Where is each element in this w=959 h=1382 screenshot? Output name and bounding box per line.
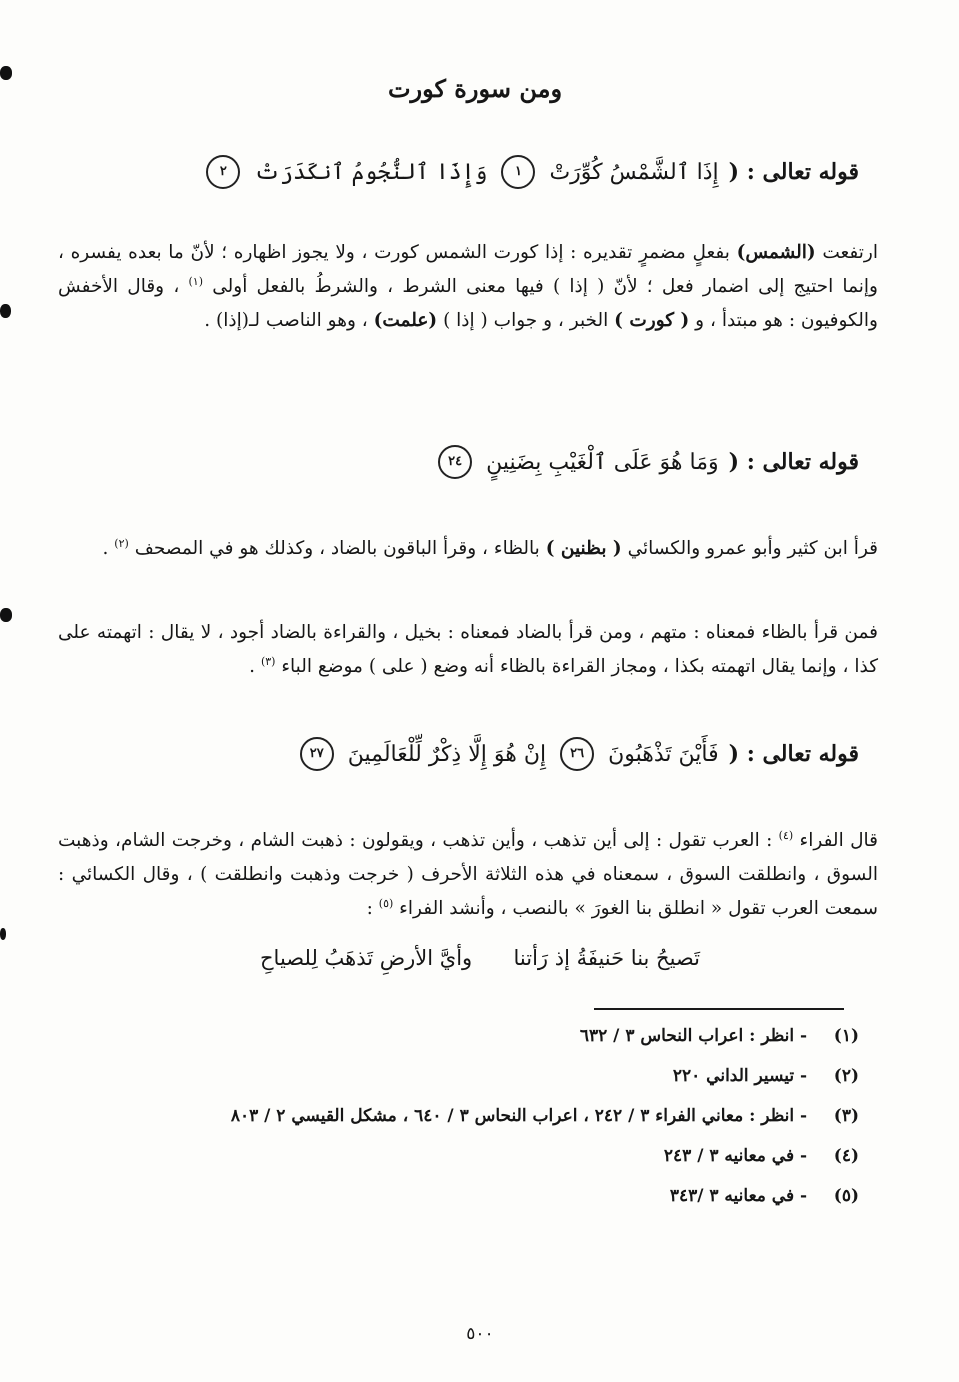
scan-edge-mark: [0, 928, 6, 940]
ayah-number-marker: ٢: [206, 155, 240, 189]
verse-heading: [99, 732, 859, 776]
poem-hemistich: وأيَّ الأرضِ تَذهَبُ لِلصياحِ: [260, 946, 473, 970]
bold-term: ( بظنين ): [545, 538, 622, 559]
text-run: بالظاء ، وقرأ الباقون بالضاد ، وكذلك هو في المصحف: [134, 538, 540, 559]
commentary-paragraph: [58, 236, 878, 338]
ayah-number-marker: ١: [501, 155, 535, 189]
footnote-ref: (٤): [778, 828, 794, 842]
footnote-number: (٢): [833, 1066, 859, 1086]
quran-verse-text: إِذَا ٱلشَّمْسُ كُوِّرَتْ: [549, 159, 719, 185]
quran-verse-text: إِنْ هُوَ إِلَّا ذِكْرٌ لِّلْعَالَمِينَ: [347, 741, 547, 767]
footnote-number: (٣): [833, 1106, 859, 1126]
commentary-paragraph: [58, 532, 878, 566]
text-run: بفعلٍ مضمرٍ تقديره : إذا كورت الشمس كورت ، ولا يجوز اظهاره ؛ لأنّ ما بعده يفسره ، وإنما احتيج إلى اضمار فعل ؛ لأنّ ( إذا ) فيها معنى الشرط ، والشرطُ بالفعل أولى: [58, 242, 878, 297]
verse-heading: [99, 440, 859, 484]
verse-intro: قوله تعالى : (: [728, 741, 859, 767]
scan-edge-mark: [0, 304, 11, 318]
bold-term: (الشمس): [736, 242, 816, 263]
footnote-number: (٥): [833, 1186, 859, 1206]
footnote-ref: (٣): [260, 654, 276, 668]
commentary-paragraph: [58, 616, 878, 684]
ayah-number-marker: ٢٤: [438, 445, 472, 479]
verse-intro: قوله تعالى : (: [728, 449, 859, 475]
footnote-item: [99, 1186, 859, 1216]
scan-edge-mark: [0, 66, 12, 80]
text-run: .: [249, 656, 256, 677]
footnote-item: [99, 1146, 859, 1176]
footnote-text: - في معانيه ٣ /٣٤٣: [669, 1186, 808, 1206]
footnote-text: - انظر : معاني الفراء ٣ / ٢٤٢ ، اعراب النحاس ٣ / ٦٤٠ ، مشكل القيسي ٢ / ٨٠٣: [230, 1106, 808, 1126]
ayah-number-marker: ٢٧: [300, 737, 334, 771]
footnote-divider: [594, 1008, 844, 1010]
footnote-text: - في معانيه ٣ / ٢٤٣: [663, 1146, 808, 1166]
footnote-ref: (١): [188, 274, 204, 288]
verse-heading: [99, 150, 859, 194]
bold-term: (علمت): [373, 310, 438, 331]
commentary-paragraph: [58, 824, 878, 926]
footnote-ref: (٥): [378, 896, 394, 910]
quran-verse-text: فَأَيْنَ تَذْهَبُونَ: [608, 741, 719, 767]
ayah-number-marker: ٢٦: [560, 737, 594, 771]
text-run: : العرب تقول : إلى أين تذهب ، وأين تذهب ، ويقولون : ذهبت الشام ، وخرجت الشام، وذهبت السوق ، وانطلقت السوق ، سمعناه في هذه الثلاثة الأحرف ( خرجت وذهبت وانطلقت ) ، وقال الكسائي : سمعت العرب تقول « انطلق بنا الغورَ » بالنصب ، وأنشد الفراء: [58, 830, 878, 919]
poem-hemistich: تَصيحُ بنا حَنيفَةُ إذ رَأتنا: [513, 946, 700, 970]
text-run: ، وقال الأخفش والكوفيون : هو مبتدأ ، و: [58, 276, 878, 331]
footnote-number: (٤): [833, 1146, 859, 1166]
text-run: ارتفعت: [822, 242, 878, 263]
quran-verse-text: وَمَا هُوَ عَلَى ٱلْغَيْبِ بِضَنِينٍ: [486, 449, 719, 475]
text-run: .: [102, 538, 109, 559]
text-run: قرأ ابن كثير وأبو عمرو والكسائي: [627, 538, 878, 559]
footnote-ref: (٢): [114, 536, 129, 550]
footnote-text: - تيسير الداني ٢٢٠: [672, 1066, 808, 1086]
text-run: الخبر ، و جواب ( إذا ): [443, 310, 609, 331]
bold-term: ( كورت ): [614, 310, 690, 331]
footnote-item: [99, 1106, 859, 1136]
text-run: :: [366, 898, 373, 919]
quran-verse-text: وَإِذَا ٱلنُّجُومُ ٱنكَدَرَتْ: [254, 159, 488, 185]
footnote-item: [99, 1026, 859, 1056]
chapter-title: ومن سورة كورت: [387, 74, 563, 103]
scan-edge-mark: [0, 608, 12, 622]
footnote-number: (١): [833, 1026, 859, 1046]
page-number: ٥٠٠: [466, 1324, 494, 1344]
verse-intro: قوله تعالى : (: [728, 159, 859, 185]
footnote-item: [99, 1066, 859, 1096]
poem-verse: [260, 946, 700, 970]
text-run: ، وهو الناصب لـ(إذا) .: [204, 310, 368, 331]
text-run: فمن قرأ بالظاء فمعناه : متهم ، ومن قرأ بالضاد فمعناه : بخيل ، والقراءة بالضاد أجود ، لا يقال : اتهمته على كذا ، وإنما يقال اتهمته بكذا ، ومجاز القراءة بالظاء أنه وضع ( على ) موضع الباء: [58, 622, 878, 677]
footnote-text: - انظر : اعراب النحاس ٣ / ٦٣٢: [579, 1026, 808, 1046]
text-run: قال الفراء: [799, 830, 878, 851]
